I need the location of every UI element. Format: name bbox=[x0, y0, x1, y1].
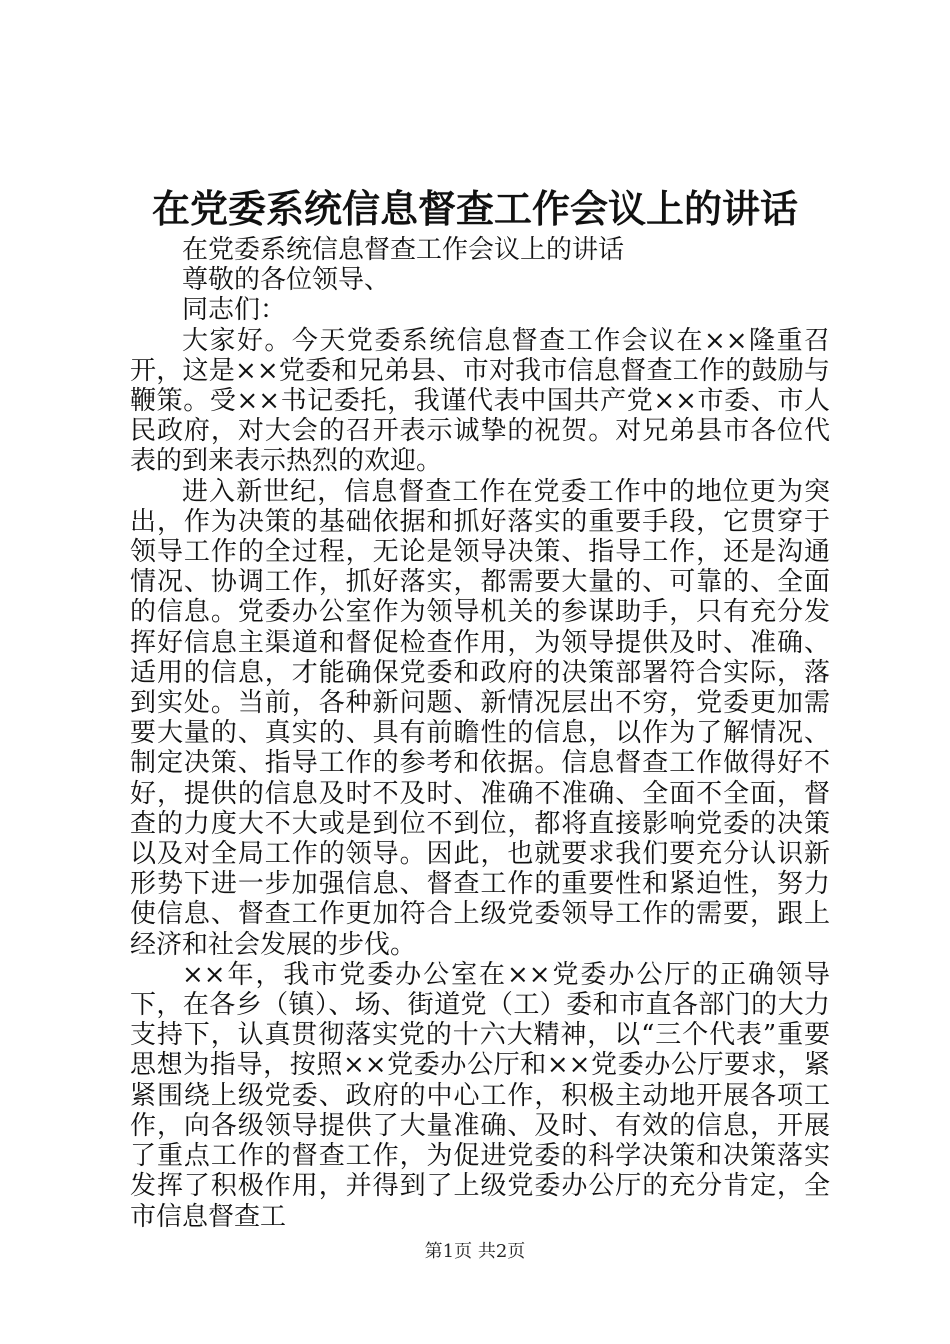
page-number-footer: 第1页 共2页 bbox=[424, 1241, 526, 1262]
paragraph-2: 进入新世纪，信息督查工作在党委工作中的地位更为突出，作为决策的基础依据和抓好落实的重要手段，它贯穿于领导工作的全过程，无论是领导决策、指导工作，还是沟通情况、协调工作，抓好落实，都需要大量的、可靠的、全面的信息。党委办公室作为领导机关的参谋助手，只有充分发挥好信息主渠道和督促检查作用，为领导提供及时、准确、适用的信息，才能确保党委和政府的决策部署符合实际，落到实处。当前，各种新问题、新情况层出不穷，党委更加需要大量的、真实的、具有前瞻性的信息，以作为了解情况、制定决策、指导工作的参考和依据。信息督查工作做得好不好，提供的信息及时不及时、准确不准确、全面不全面，督查的力度大不大或是到位不到位，都将直接影响党委的决策以及对全局工作的领导。因此，也就要求我们要充分认识新形势下进一步加强信息、督查工作的重要性和紧迫性，努力使信息、督查工作更加符合上级党委领导工作的需要，跟上经济和社会发展的步伐。 bbox=[130, 476, 830, 960]
paragraph-3: ××年，我市党委办公室在××党委办公厅的正确领导下，在各乡（镇）、场、街道党（工）委和市直各部门的大力支持下，认真贯彻落实党的十六大精神，以“三个代表”重要思想为指导，按照××党委办公厅和××党委办公厅要求，紧紧围绕上级党委、政府的中心工作，积极主动地开展各项工作，向各级领导提供了大量准确、及时、有效的信息，开展了重点工作的督查工作，为促进党委的科学决策和决策落实发挥了积极作用，并得到了上级党委办公厅的充分肯定，全市信息督查工 bbox=[130, 959, 830, 1232]
paragraph-1: 大家好。今天党委系统信息督查工作会议在××隆重召开，这是××党委和兄弟县、市对我市信息督查工作的鼓励与鞭策。受××书记委托，我谨代表中国共产党××市委、市人民政府，对大会的召开表示诚挚的祝贺。对兄弟县市各位代表的到来表示热烈的欢迎。 bbox=[130, 325, 830, 477]
salutation-line-1: 尊敬的各位领导、 bbox=[182, 265, 391, 296]
document-body bbox=[130, 235, 830, 1232]
document-title: 在党委系统信息督查工作会议上的讲话 bbox=[151, 186, 798, 231]
document-subtitle: 在党委系统信息督查工作会议上的讲话 bbox=[182, 235, 625, 265]
salutation-line-2: 同志们： bbox=[182, 295, 287, 326]
